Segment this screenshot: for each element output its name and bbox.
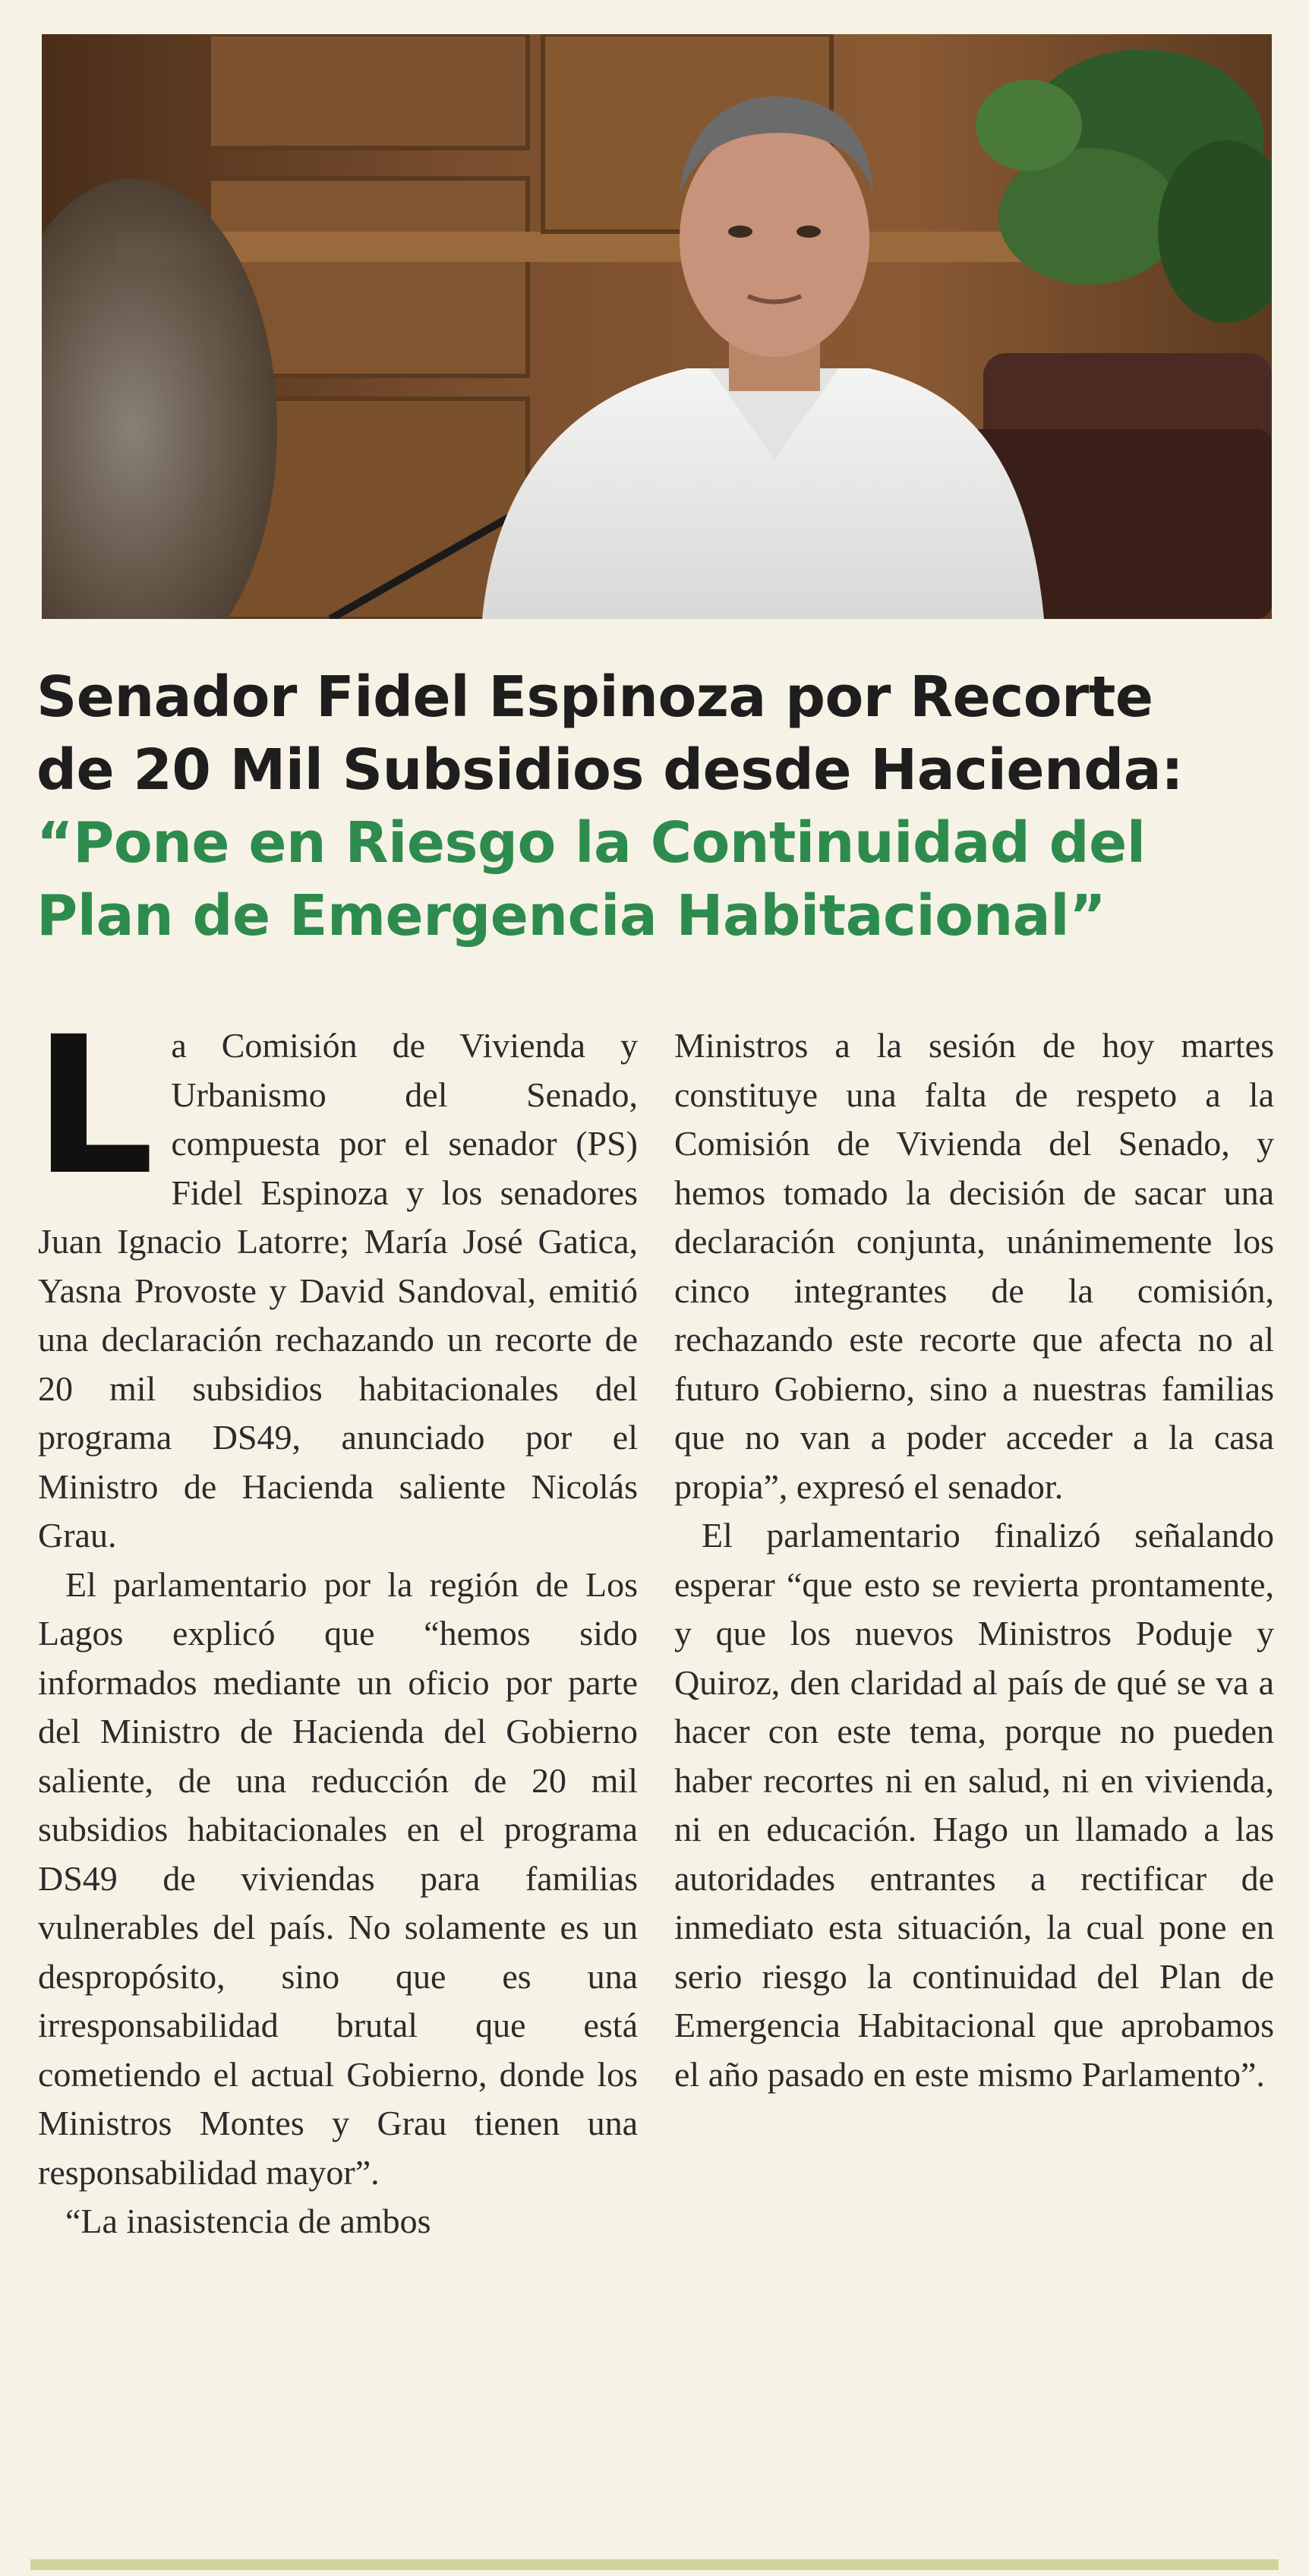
senator-photo-illustration [42, 34, 1272, 619]
paragraph: “La inasistencia de ambos [65, 2202, 431, 2240]
paragraph: El parlamentario finalizó señalando esperar “que esto se revierta prontamente, y que los nuevos Ministros Poduje y Quiroz, den claridad al país de qué se va a hacer con este tema, porque no pueden haber recortes ni en salud, ni en vivienda, ni en educación. Hago un llamado a las autoridades entrantes a rectificar de inmediato esta situación, la cual pone en serio riesgo la continuidad del Plan de Emergencia Habitacional que aprobamos el año pasado en este mismo Parlamento”. [674, 1516, 1274, 2094]
paragraph-text: a Comisión de Vivienda y Urbanismo del Senado, compuesta por el senador (PS) Fidel Espinoza y los senadores Juan Ignacio Latorre; María José Gatica, Yasna Provoste y David Sandoval, emitió una declaración rechazando un recorte de 20 mil subsidios habitacionales del programa DS49, anunciado por el Ministro de Hacienda saliente Nicolás Grau. [38, 1026, 638, 1555]
headline-line-2: de 20 Mil Subsidios desde Hacienda: [36, 737, 1184, 803]
article-column-right [674, 1021, 1274, 2099]
drop-cap: L [33, 996, 155, 1217]
paragraph: Ministros a la sesión de hoy martes constituye una falta de respeto a la Comisión de Vivienda del Senado, y hemos tomado la decisión de sacar una declaración conjunta, unánimemente los cinco integrantes de la comisión, rechazando este recorte que afecta no al futuro Gobierno, sino a nuestras familias que no van a poder acceder a la casa propia”, expresó el senador. [674, 1026, 1274, 1506]
article-column-left [33, 996, 638, 2246]
paragraph: El parlamentario por la región de Los Lagos explicó que “hemos sido informados mediante un oficio por parte del Ministro de Hacienda del Gobierno saliente, de una reducción de 20 mil subsidios habitacionales en el programa DS49 de viviendas para familias vulnerables del país. No solamente es un despropósito, sino que es una irresponsabilidad brutal que está cometiendo el actual Gobierno, donde los Ministros Montes y Grau tienen una responsabilidad mayor”. [38, 1564, 638, 2192]
article-photo [42, 34, 1272, 619]
headline-line-1: Senador Fidel Espinoza por Recorte [36, 665, 1153, 730]
headline [36, 661, 1282, 952]
headline-quote-line-1: “Pone en Riesgo la Continuidad del [36, 810, 1146, 876]
bottom-rule [30, 2559, 1279, 2570]
headline-quote-line-2: Plan de Emergencia Habitacional” [36, 883, 1106, 949]
paragraph [33, 996, 638, 1561]
